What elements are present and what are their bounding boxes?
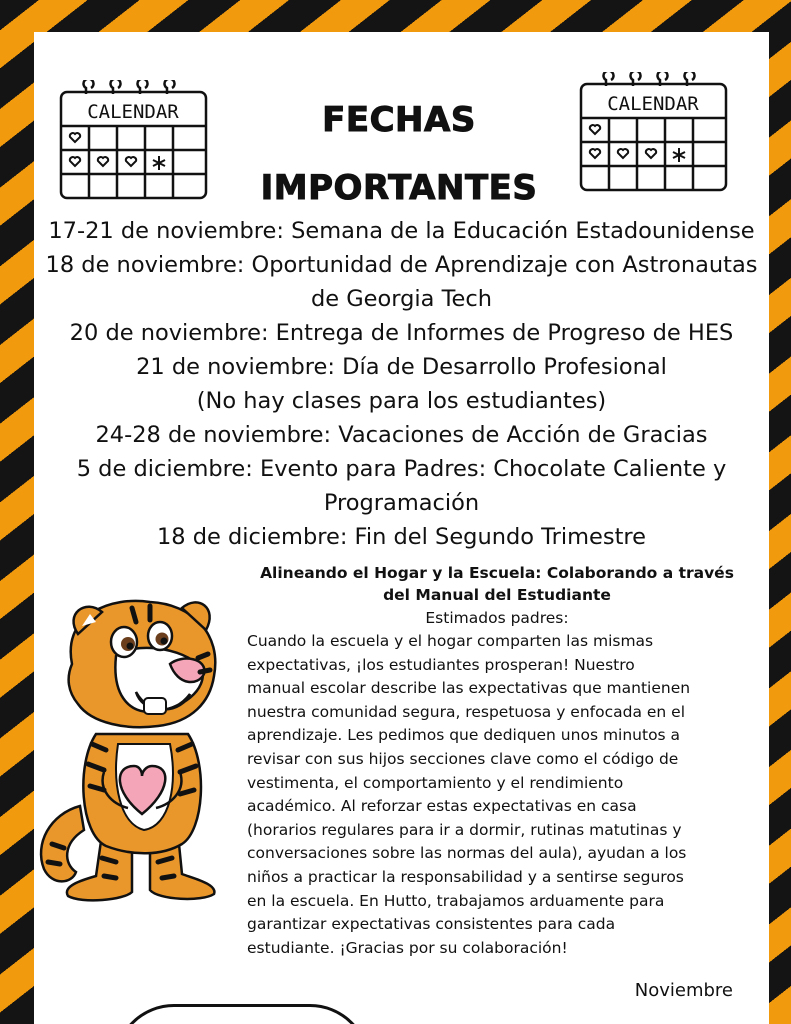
- title-line-2: IMPORTANTES: [260, 168, 538, 208]
- decorative-shape: [114, 1004, 370, 1024]
- calendar-icon-right: [578, 72, 730, 194]
- title-line-1: FECHAS: [322, 100, 476, 140]
- date-line: 17-21 de noviembre: Semana de la Educación Estadounidense: [48, 218, 755, 244]
- calendar-label: CALENDAR: [87, 101, 179, 123]
- date-line: de Georgia Tech: [310, 286, 493, 312]
- letter-greeting: Estimados padres:: [425, 609, 569, 627]
- date-line: 20 de noviembre: Entrega de Informes de Progreso de HES: [69, 320, 734, 346]
- flyer-page: [34, 32, 769, 1024]
- important-dates-list: [34, 214, 769, 554]
- month-label: Noviembre: [634, 980, 733, 1001]
- date-line: 24-28 de noviembre: Vacaciones de Acción de Gracias: [95, 422, 708, 448]
- letter-section: [247, 562, 747, 960]
- tiger-mascot: [34, 594, 242, 904]
- calendar-icon-left: [58, 80, 210, 202]
- date-line: Programación: [323, 490, 480, 516]
- page-title: [254, 86, 544, 222]
- date-line: 18 de noviembre: Oportunidad de Aprendizaje con Astronautas: [45, 252, 758, 278]
- letter-body: Cuando la escuela y el hogar comparten las mismas expectativas, ¡los estudiantes prosperan! Nuestro manual escolar describe las expectativas que mantienen nuestra comunidad segura, respetuosa y enfocada en el aprendizaje. Les pedimos que dediquen unos minutos a revisar con sus hijos secciones clave como el código de vestimenta, el comportamiento y el rendimiento académico. Al reforzar estas expectativas en casa (horarios regulares para ir a dormir, rutinas matutinas y conversaciones sobre las normas del aula), ayudan a los niños a practicar la responsabilidad y a sentirse seguros en la escuela. En Hutto, trabajamos arduamente para garantizar expectativas consistentes para cada estudiante. ¡Gracias por su colaboración!: [247, 632, 691, 957]
- date-line: 5 de diciembre: Evento para Padres: Chocolate Caliente y: [76, 456, 727, 482]
- calendar-label: CALENDAR: [607, 93, 699, 115]
- date-line: 21 de noviembre: Día de Desarrollo Profesional: [136, 354, 667, 380]
- letter-title: Alineando el Hogar y la Escuela: Colaborando a través del Manual del Estudiante: [260, 564, 734, 604]
- date-line: (No hay clases para los estudiantes): [196, 388, 607, 414]
- date-line: 18 de diciembre: Fin del Segundo Trimestre: [156, 524, 647, 550]
